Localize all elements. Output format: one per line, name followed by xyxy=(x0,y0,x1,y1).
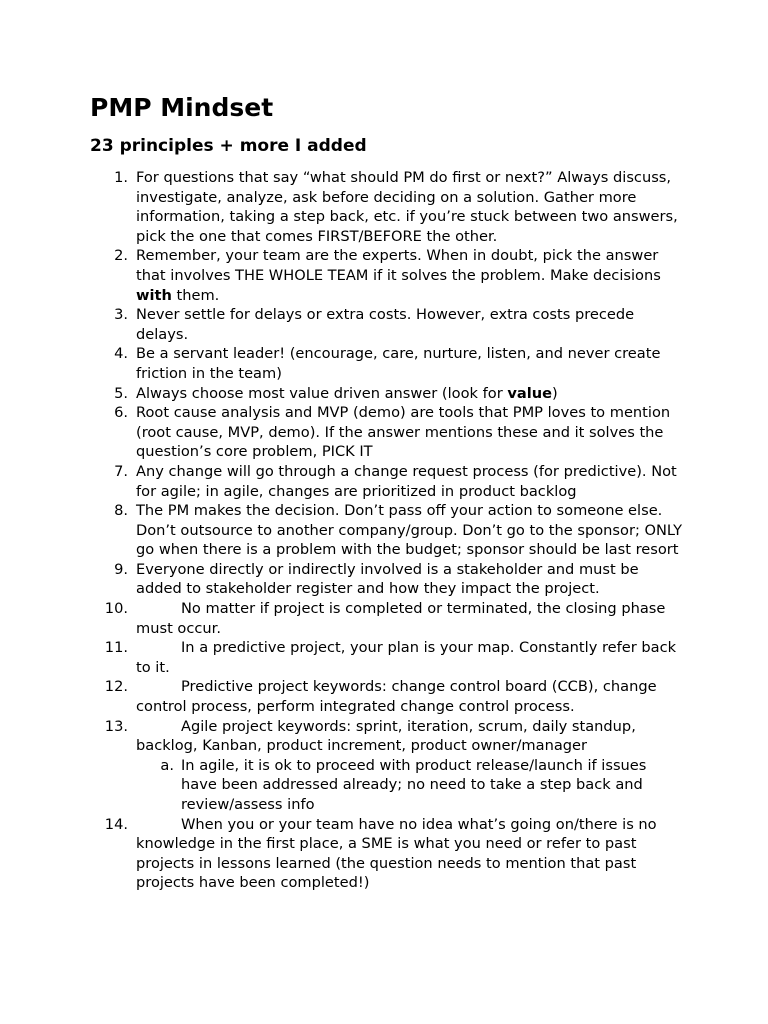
list-item-text-part: ) xyxy=(552,384,558,402)
list-item-text: When you or your team have no idea what’s going on/there is no knowledge in the first place, a SME is what you need or refer to past projects in lessons learned (the question needs to mention that past projects have been completed!) xyxy=(136,815,657,892)
list-item-number: 9. xyxy=(114,560,128,578)
principles-list xyxy=(0,168,768,893)
list-item-11 xyxy=(0,638,768,677)
list-item-5 xyxy=(0,384,768,404)
list-item-12 xyxy=(0,677,768,716)
list-item-6 xyxy=(0,403,768,462)
list-item-number: 2. xyxy=(114,247,128,265)
list-item-1 xyxy=(0,168,768,246)
list-item-number: 14. xyxy=(104,815,128,833)
list-item-number: 13. xyxy=(104,717,128,735)
document-subtitle: 23 principles + more I added xyxy=(90,136,367,156)
list-item-number: 6. xyxy=(114,404,128,422)
sub-list-item-text: In agile, it is ok to proceed with product release/launch if issues have been addressed already; no need to take a step back and review/assess info xyxy=(181,756,647,813)
list-item-text: No matter if project is completed or terminated, the closing phase must occur. xyxy=(136,600,666,637)
list-item-4 xyxy=(0,344,768,383)
list-item-text: Agile project keywords: sprint, iteration, scrum, daily standup, backlog, Kanban, product increment, product owner/manager xyxy=(136,717,636,755)
list-item-text: Root cause analysis and MVP (demo) are tools that PMP loves to mention (root cause, MVP, demo). If the answer mentions these and it solves the question’s core problem, PICK IT xyxy=(136,404,671,461)
list-item-10 xyxy=(0,599,768,638)
list-item-2 xyxy=(0,246,768,305)
list-item-text: In a predictive project, your plan is your map. Constantly refer back to it. xyxy=(136,639,677,676)
emphasis-text: value xyxy=(507,384,552,402)
list-item-3 xyxy=(0,305,768,344)
sub-list-item-letter: a. xyxy=(160,756,174,774)
list-item-number: 4. xyxy=(114,345,128,363)
list-item-number: 3. xyxy=(114,306,128,324)
emphasis-text: with xyxy=(136,286,172,304)
list-item-14 xyxy=(0,815,768,893)
list-item-text: Be a servant leader! (encourage, care, nurture, listen, and never create friction in the team) xyxy=(136,345,661,382)
list-item-number: 7. xyxy=(114,462,128,480)
list-item-text: Never settle for delays or extra costs. However, extra costs precede delays. xyxy=(136,306,635,343)
sub-list-item-a xyxy=(0,756,768,815)
list-item-text-part: Remember, your team are the experts. When in doubt, pick the answer that involves THE WHOLE TEAM if it solves the problem. Make decisions xyxy=(136,247,661,284)
list-item-number: 8. xyxy=(114,502,128,520)
list-item-text: Everyone directly or indirectly involved is a stakeholder and must be added to stakeholder register and how they impact the project. xyxy=(136,560,639,598)
list-item-7 xyxy=(0,462,768,501)
list-item-text xyxy=(136,246,688,305)
list-item-number: 12. xyxy=(104,678,128,696)
list-item-text xyxy=(136,384,688,404)
list-item-9 xyxy=(0,560,768,599)
list-item-text: The PM makes the decision. Don’t pass off your action to someone else. Don’t outsource to another company/group. Don’t go to the sponsor; ONLY go when there is a problem with the budget; sponsor should be last resort xyxy=(136,502,683,559)
list-item-text: For questions that say “what should PM do first or next?” Always discuss, investigate, analyze, ask before deciding on a solution. Gather more information, taking a step back, etc. if you’re stuck between two answers, pick the one that comes FIRST/BEFORE the other. xyxy=(136,169,678,245)
list-item-number: 5. xyxy=(114,384,128,402)
sub-list xyxy=(0,756,768,815)
list-item-number: 10. xyxy=(104,600,128,618)
list-item-8 xyxy=(0,501,768,560)
list-item-text-part: them. xyxy=(171,286,220,304)
list-item-number: 11. xyxy=(104,639,128,657)
list-item-text-part: Always choose most value driven answer (look for xyxy=(136,384,508,402)
list-item-text: Any change will go through a change request process (for predictive). Not for agile; in agile, changes are prioritized in product backlog xyxy=(136,462,677,500)
list-item-number: 1. xyxy=(114,169,128,186)
document-title: PMP Mindset xyxy=(90,93,274,122)
list-item-text: Predictive project keywords: change control board (CCB), change control process, perform integrated change control process. xyxy=(136,678,657,716)
list-item-13 xyxy=(0,717,768,815)
